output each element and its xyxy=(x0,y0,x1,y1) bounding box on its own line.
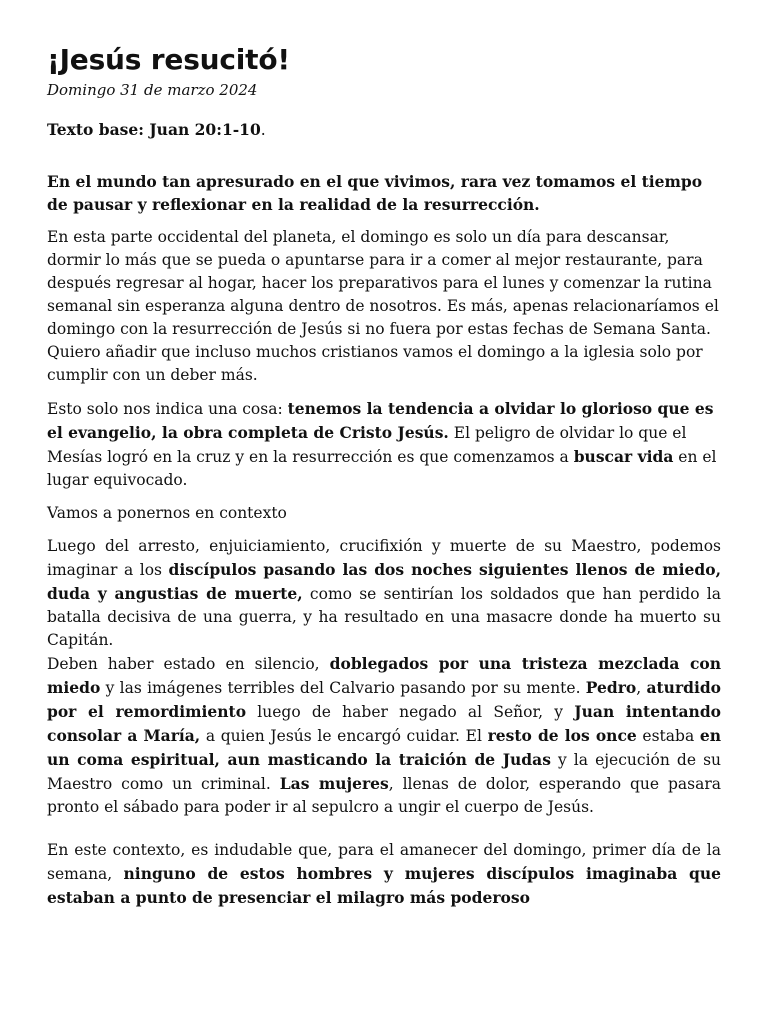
paragraph-5-text: Deben haber estado en silencio, xyxy=(47,655,330,673)
paragraph-2 xyxy=(47,397,721,492)
paragraph-5-bold: Las mujeres xyxy=(279,774,389,793)
paragraph-6-text: En este contexto, es indudable que, para el amanecer del domingo, primer día de la semana, xyxy=(47,841,721,883)
paragraph-5-bold: en un coma espiritual, aun masticando la traición de Judas xyxy=(47,726,721,769)
paragraph-5-text: , llenas de dolor, esperando que pasara pronto el sábado para poder ir al sepulcro a ungir el cuerpo de Jesús. xyxy=(47,775,721,816)
paragraph-5-text: y la ejecución de su Maestro como un criminal. xyxy=(47,751,722,793)
document-page xyxy=(47,40,721,920)
paragraph-6 xyxy=(47,839,721,910)
paragraph-5-bold: aturdido por el remordimiento xyxy=(47,678,722,721)
lead-paragraph: En el mundo tan apresurado en el que vivimos, rara vez tomamos el tiempo de pausar y reflexionar en la realidad de la resurrección. xyxy=(47,172,703,214)
base-text xyxy=(47,118,721,142)
paragraph-6-bold: ninguno de estos hombres y mujeres discípulos imaginaba que estaban a punto de presenciar el milagro más poderoso xyxy=(47,864,721,907)
paragraph-5-bold: resto de los once xyxy=(487,726,637,745)
paragraph-5 xyxy=(47,652,721,819)
paragraph-5-text: estaba xyxy=(636,727,700,745)
paragraph-2-text: Esto solo nos indica una cosa: xyxy=(47,400,288,418)
paragraph-5-bold: Pedro xyxy=(585,678,637,697)
page-title: ¡Jesús resucitó! xyxy=(47,43,290,76)
paragraph-2-bold: tenemos la tendencia a olvidar lo glorioso que es el evangelio, la obra completa de Cristo Jesús. xyxy=(47,399,714,442)
paragraph-4-text: Luego del arresto, enjuiciamiento, crucifixión y muerte de su Maestro, podemos imaginar a los xyxy=(47,537,721,579)
paragraph-2-bold: buscar vida xyxy=(573,447,674,466)
paragraph-5-text: luego de haber negado al Señor, y xyxy=(246,703,575,721)
base-text-label: Texto base: Juan 20:1-10 xyxy=(47,120,261,139)
paragraph-5-text: a quien Jesús le encargó cuidar. El xyxy=(200,727,488,745)
paragraph-2-text: El peligro de olvidar lo que el Mesías logró en la cruz y en la resurrección es que comenzamos a xyxy=(47,424,687,466)
paragraph-2-text: en el lugar equivocado. xyxy=(47,448,717,489)
paragraph-4-bold: discípulos pasando las dos noches siguientes llenos de miedo, duda y angustias de muerte, xyxy=(47,560,721,603)
paragraph-5-text: , xyxy=(636,679,647,697)
paragraph-5-bold: Juan intentando consolar a María, xyxy=(47,702,721,745)
paragraph-3: Vamos a ponernos en contexto xyxy=(47,504,287,522)
paragraph-1: En esta parte occidental del planeta, el domingo es solo un día para descansar, dormir lo más que se pueda o apuntarse para ir a comer al mejor restaurante, para después regresar al hogar, hacer los preparativos para el lunes y comenzar la rutina semanal sin esperanza alguna dentro de nosotros. Es más, apenas relacionaríamos el domingo con la resurrección de Jesús si no fuera por estas fechas de Semana Santa. Quiero añadir que incluso muchos cristianos vamos el domingo a la iglesia solo por cumplir con un deber más. xyxy=(47,228,719,384)
paragraph-5-bold: doblegados por una tristeza mezclada con miedo xyxy=(47,654,721,697)
paragraph-4-text: como se sentirían los soldados que han perdido la batalla decisiva de una guerra, y ha resultado en una masacre donde ha muerto su Capitán. xyxy=(47,585,721,649)
base-text-suffix: . xyxy=(260,121,266,139)
paragraph-5-text: y las imágenes terribles del Calvario pasando por su mente. xyxy=(100,679,586,697)
page-date: Domingo 31 de marzo 2024 xyxy=(47,81,258,99)
paragraph-4 xyxy=(47,535,721,652)
